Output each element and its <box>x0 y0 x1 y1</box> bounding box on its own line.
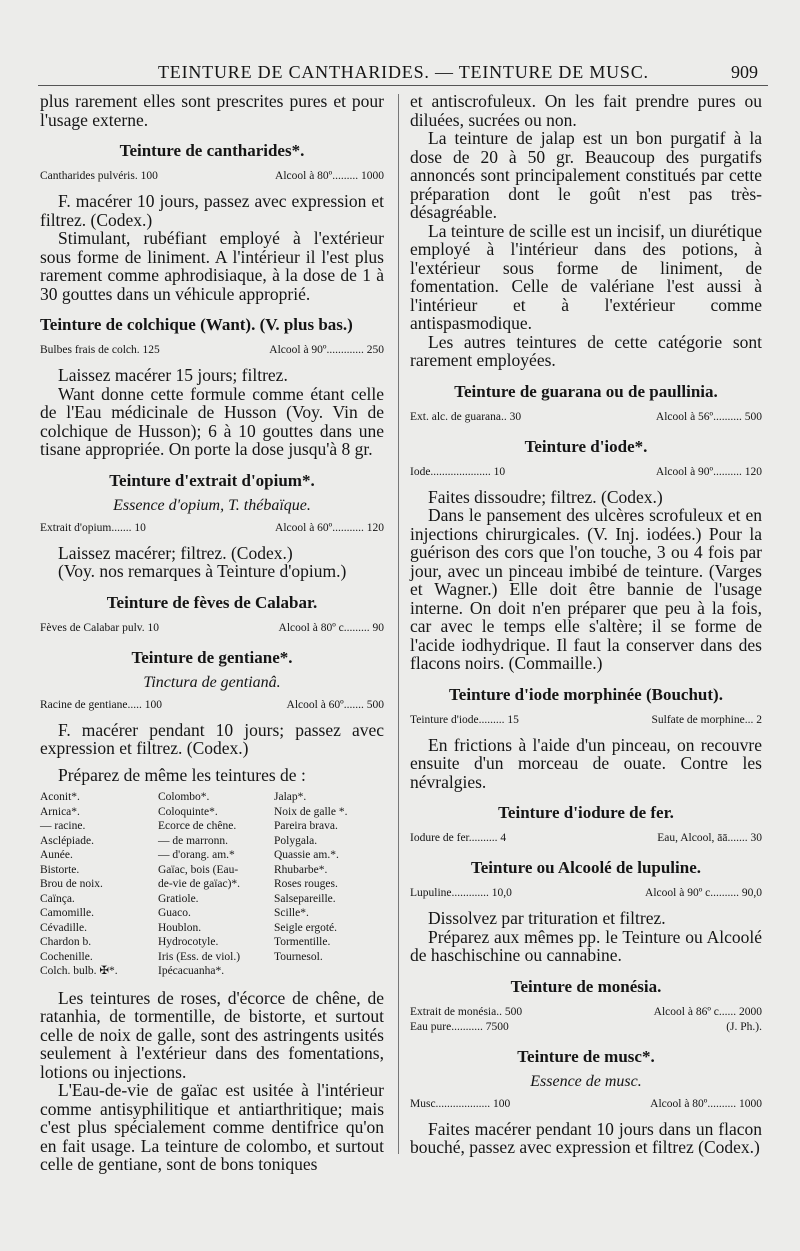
right-column <box>410 92 762 1157</box>
plant-item: Houblon. <box>158 921 202 934</box>
section-title: Teinture d'iode*. <box>524 436 648 456</box>
paragraph: Préparez aux mêmes pp. le Teinture ou Alcoolé de haschischine ou cannabine. <box>410 926 762 965</box>
formula-ingredient: Musc................... 100 <box>410 1097 511 1110</box>
section-title: Teinture ou Alcoolé de lupuline. <box>470 858 701 877</box>
paragraph: et antiscrofuleux. On les fait prendre pures ou diluées, sucrées ou non. <box>410 91 762 130</box>
section-title: Teinture d'iode morphinée (Bouchut). <box>449 684 723 704</box>
formula-row <box>410 1005 762 1020</box>
formula-ingredient: Teinture d'iode......... 15 <box>410 713 519 726</box>
formula-solvent: Alcool à 56º.......... 500 <box>655 410 762 423</box>
plant-item: Seigle ergoté. <box>274 921 338 934</box>
plant-item: Scille*. <box>274 907 309 919</box>
formula-row <box>40 169 384 184</box>
plant-item: Gaïac, bois (Eau- <box>158 863 239 876</box>
plant-item: Guaco. <box>158 907 191 919</box>
formula-ingredient: Fèves de Calabar pulv. 10 <box>40 621 160 634</box>
paragraph: Want donne cette formule comme étant celle de l'Eau médicinale de Husson (Voy. Vin de colchique de Husson); 6 à 10 gouttes dans une tisane appropriée. On porte la dose jusqu'à 8 gr. <box>40 383 384 459</box>
formula-row <box>410 1097 762 1112</box>
plant-item: Cévadille. <box>40 921 87 934</box>
section-title: Teinture d'extrait d'opium*. <box>109 470 315 490</box>
plant-item: Salsepareille. <box>274 892 336 905</box>
plant-item: Noix de galle *. <box>274 805 348 818</box>
paragraph: Préparez de même les teintures de : <box>58 764 306 785</box>
left-column <box>40 92 384 1174</box>
paragraph: Dissolvez par trituration et filtrez. <box>428 908 666 928</box>
formula-row <box>410 831 762 846</box>
paragraph: La teinture de scille est un incisif, un diurétique employé à l'intérieur dans des potions, à l'extérieur sous forme de liniment, de fomentation. Celle de valériane l'est aussi à l'intérieur et à l'extérieur comme antispasmodique. <box>410 220 762 333</box>
formula-ingredient: Racine de gentiane..... 100 <box>40 698 162 711</box>
paragraph: F. macérer 10 jours, passez avec expression et filtrez. (Codex.) <box>40 191 384 230</box>
formula-ingredient: Bulbes frais de colch. 125 <box>40 344 160 356</box>
paragraph: En frictions à l'aide d'un pinceau, on recouvre ensuite d'un morceau de ouate. Contre les névralgies. <box>410 734 762 792</box>
section-title: Teinture de monésia. <box>510 976 662 996</box>
plant-item: Iris (Ess. de viol.) <box>158 950 241 963</box>
plant-item: Asclépiade. <box>40 834 94 847</box>
formula-ingredient: Extrait d'opium....... 10 <box>40 521 146 534</box>
formula-solvent: Alcool à 90º............. 250 <box>269 344 384 356</box>
plant-item: Polygala. <box>274 834 318 847</box>
plant-item: — racine. <box>40 820 86 832</box>
plant-list <box>40 790 384 979</box>
plant-item <box>274 964 384 979</box>
formula-solvent: Alcool à 60º........... 120 <box>275 521 384 534</box>
plant-item: Aunée. <box>40 849 73 861</box>
paragraph: Les teintures de roses, d'écorce de chêne, de ratanhia, de tormentille, de bistorte, et surtout celle de noix de galle, sont des astringents usités seulement à l'extérieur dans des fomentations, lotions ou injections. <box>40 987 384 1082</box>
formula-row <box>40 343 384 358</box>
formula-row <box>410 1020 762 1035</box>
section-title: Teinture de gentiane*. <box>131 647 293 667</box>
formula-ingredient: Ext. alc. de guarana.. 30 <box>410 410 522 423</box>
paragraph: L'Eau-de-vie de gaïac est usitée à l'intérieur comme antisyphilitique et antiarthritique; mais c'est plus spécialement comme dentifrice qu'on en fait usage. La teinture de colombo, et surtout celle de gentiane, sont de bons toniques <box>40 1080 384 1174</box>
formula-solvent: Eau, Alcool, āā....... 30 <box>657 832 762 844</box>
plant-item: Caïnça. <box>40 892 75 905</box>
formula-row <box>410 713 762 728</box>
paragraph: F. macérer pendant 10 jours; passez avec expression et filtrez. (Codex.) <box>40 719 384 758</box>
plant-item: Tournesol. <box>274 950 323 963</box>
paragraph: plus rarement elles sont prescrites pures et pour l'usage externe. <box>40 91 384 130</box>
formula-solvent: Alcool à 80º c......... 90 <box>278 621 384 634</box>
plant-item: Jalap*. <box>274 791 307 803</box>
formula-row <box>410 410 762 425</box>
formula-solvent: Alcool à 90º.......... 120 <box>655 465 762 478</box>
paragraph: Faites dissoudre; filtrez. (Codex.) <box>428 486 663 507</box>
paragraph: Faites macérer pendant 10 jours dans un flacon bouché, passez avec expression et filtrez (Codex.) <box>410 1118 762 1157</box>
running-title: TEINTURE DE CANTHARIDES. — TEINTURE DE MUSC. <box>158 62 649 82</box>
plant-item: Hydrocotyle. <box>158 936 219 948</box>
formula-solvent: Alcool à 90º c.......... 90,0 <box>645 887 762 899</box>
page-number: 909 <box>731 62 758 82</box>
formula-solvent: Alcool à 80º......... 1000 <box>275 170 384 182</box>
plant-item: Tormentille. <box>274 936 331 948</box>
section-title: Teinture de colchique (Want). (V. plus bas.) <box>40 315 353 334</box>
plant-item: Ecorce de chêne. <box>158 820 237 832</box>
plant-item: Bistorte. <box>40 863 80 876</box>
section-subtitle: Essence de musc. <box>530 1072 642 1090</box>
plant-item: Ipécacuanha*. <box>158 965 225 977</box>
plant-item: Colch. bulb. ✠*. <box>40 965 118 977</box>
formula-ingredient: Iodure de fer.......... 4 <box>410 832 507 844</box>
formula-signature: (J. Ph.). <box>726 1020 762 1033</box>
plant-item: Pareira brava. <box>274 820 338 832</box>
paragraph: Laissez macérer; filtrez. (Codex.) <box>58 542 293 563</box>
paragraph: Dans le pansement des ulcères scrofuleux et en injections chirurgicales. (V. Inj. iodées.) Pour la guérison des cors que l'on touche, 3 ou 4 fois par jour, avec un pinceau imbibé de teinture. (Varges et Wagner.) Elle doit être bannie de l'usage interne. On doit n'en préparer que peu à la fois, car avec le temps elle s'altère; il se forme de l'acide iodhydrique. Il faut la conserver dans des flacons noirs. (Commaille.) <box>410 505 762 673</box>
formula-ingredient: Lupuline............. 10,0 <box>410 887 512 899</box>
formula-ingredient: Cantharides pulvéris. 100 <box>40 170 158 182</box>
section-subtitle: Essence d'opium, T. thébaïque. <box>113 496 311 514</box>
plant-item: Chardon b. <box>40 936 92 948</box>
section-title: Teinture de cantharides*. <box>119 141 305 160</box>
plant-item: Rhubarbe*. <box>274 863 328 876</box>
plant-item: — de marronn. <box>158 834 228 847</box>
running-header <box>38 60 768 86</box>
plant-item: Roses rouges. <box>274 878 338 890</box>
header-rule <box>38 85 768 86</box>
formula-ingredient: Extrait de monésia.. 500 <box>410 1005 523 1018</box>
paragraph: Stimulant, rubéfiant employé à l'extérieur sous forme de liniment. A l'intérieur il l'est plus rarement comme aphrodisiaque, à la dose de 1 à 30 gouttes dans un véhicule approprié. <box>40 228 384 304</box>
plant-item: Coloquinte*. <box>158 805 218 818</box>
paragraph: Les autres teintures de cette catégorie sont rarement employées. <box>410 331 762 370</box>
plant-item: Brou de noix. <box>40 878 103 890</box>
formula-solvent: Alcool à 86º c...... 2000 <box>653 1005 762 1018</box>
formula-solvent: Alcool à 60º....... 500 <box>286 698 384 711</box>
plant-item: Gratiole. <box>158 892 199 905</box>
plant-item: Camomille. <box>40 907 94 919</box>
plant-item: Arnica*. <box>40 805 80 818</box>
plant-item: — d'orang. am.* <box>158 849 235 861</box>
plant-item: Quassie am.*. <box>274 849 339 861</box>
column-divider <box>398 94 399 1154</box>
formula-row <box>410 886 762 901</box>
formula-row <box>40 698 384 713</box>
formula-solvent: Alcool à 80º.......... 1000 <box>650 1097 762 1110</box>
section-title: Teinture d'iodure de fer. <box>498 803 674 822</box>
formula-row <box>410 465 762 480</box>
plant-item: Colombo*. <box>158 791 210 803</box>
formula-ingredient: Iode..................... 10 <box>410 465 506 478</box>
formula-row <box>40 621 384 636</box>
formula-row <box>40 521 384 536</box>
section-title: Teinture de guarana ou de paullinia. <box>454 381 718 401</box>
section-subtitle: Tinctura de gentianâ. <box>143 673 281 691</box>
formula-solvent: Sulfate de morphine... 2 <box>651 713 762 726</box>
formula-ingredient: Eau pure........... 7500 <box>410 1020 509 1033</box>
plant-item: Aconit*. <box>40 791 80 803</box>
section-title: Teinture de musc*. <box>517 1046 655 1066</box>
paragraph: La teinture de jalap est un bon purgatif à la dose de 20 à 50 gr. Beaucoup des purgatifs annoncés sont principalement constitués par cette préparation dont le goût n'est pas très-désagréable. <box>410 128 762 222</box>
section-title: Teinture de fèves de Calabar. <box>106 592 318 612</box>
paragraph: (Voy. nos remarques à Teinture d'opium.) <box>58 561 347 581</box>
paragraph: Laissez macérer 15 jours; filtrez. <box>58 365 288 385</box>
plant-item: de-vie de gaïac)*. <box>158 878 241 890</box>
plant-item: Cochenille. <box>40 950 93 963</box>
